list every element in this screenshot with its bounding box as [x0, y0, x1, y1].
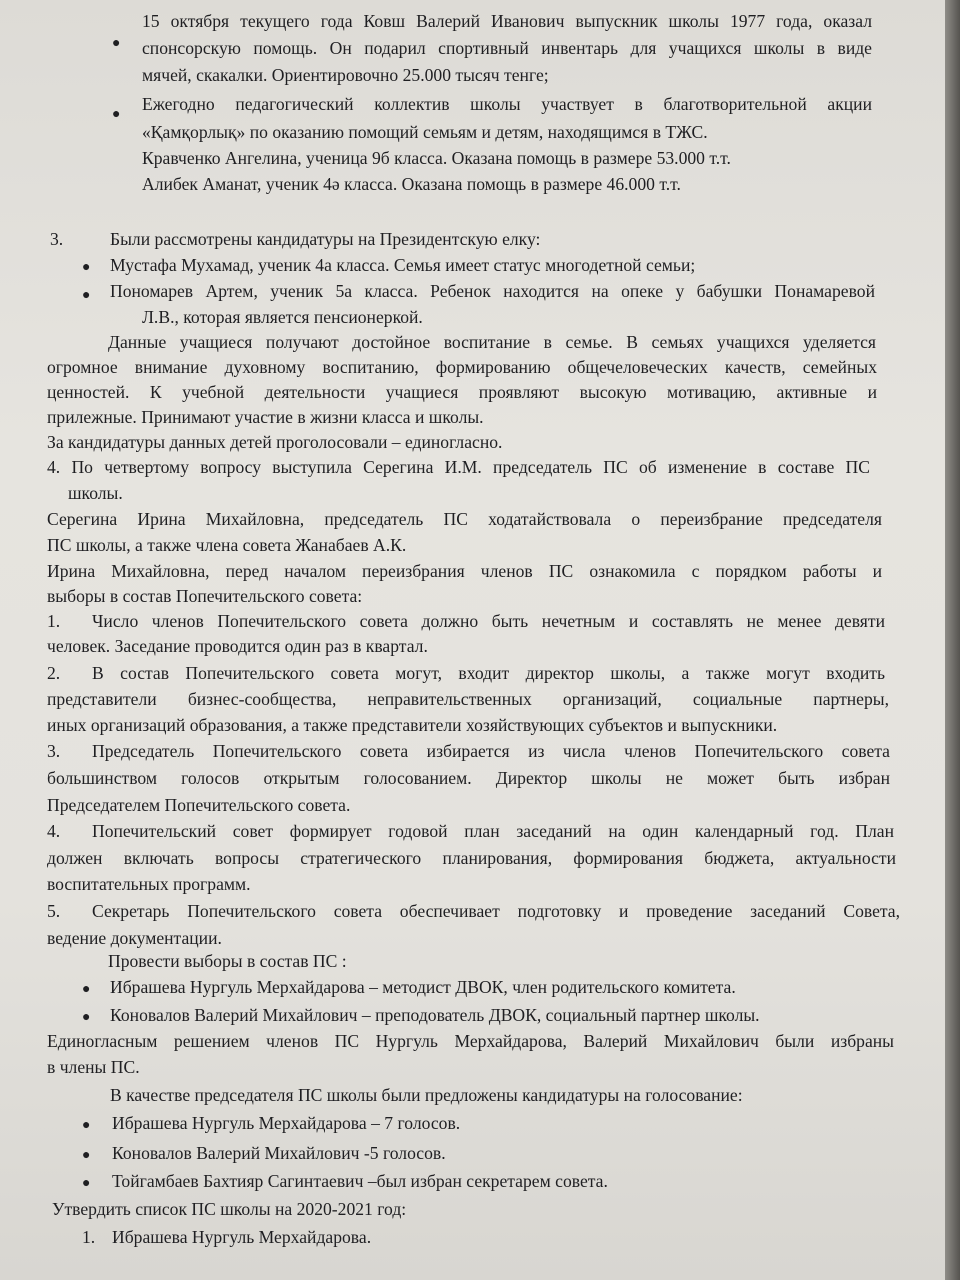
text-line: ценностей. К учебной деятельности учащиеся проявляют высокую мотивацию, активные и: [47, 382, 877, 402]
rule-number: 3.: [47, 741, 61, 761]
text-line: 15 октября текущего года Ковш Валерий Иванович выпускник школы 1977 года, оказал: [142, 11, 872, 31]
list-number: 1.: [82, 1227, 96, 1247]
text-line: Ежегодно педагогический коллектив школы участвует в благотворительной акции: [142, 94, 872, 114]
bullet-icon: ●: [82, 260, 91, 275]
rule-number: 4.: [47, 821, 61, 841]
rule-number: 5.: [47, 901, 61, 921]
text-line: иных организаций образования, а также представители хозяйствующих субъектов и выпускники.: [47, 715, 778, 735]
bullet-icon: ●: [82, 1176, 91, 1191]
text-line: Единогласным решением членов ПС Нургуль Мерхайдарова, Валерий Михайлович были избраны: [47, 1031, 894, 1051]
bullet-icon: ●: [82, 288, 91, 303]
item-number: 3.: [50, 229, 64, 249]
text-line: Мустафа Мухамад, ученик 4а класса. Семья имеет статус многодетной семьи;: [110, 255, 696, 275]
page-edge-shadow: [945, 0, 960, 1280]
text-line: Кравченко Ангелина, ученица 9б класса. Оказана помощь в размере 53.000 т.т.: [142, 148, 731, 168]
text-line: Ирина Михайловна, перед началом переизбрания членов ПС ознакомила с порядком работы и: [47, 561, 882, 581]
text-line: В состав Попечительского совета могут, входит директор школы, а также могут входить: [92, 663, 885, 683]
text-line: в члены ПС.: [47, 1057, 140, 1077]
text-line: Провести выборы в состав ПС :: [108, 951, 347, 971]
text-line: Л.В., которая является пенсионеркой.: [142, 307, 423, 327]
text-line: «Қамқорлық» по оказанию помощий семьям и детям, находящимся в ТЖС.: [142, 122, 708, 142]
text-line: Ибрашева Нургуль Мерхайдарова – 7 голосов.: [112, 1113, 461, 1133]
text-line: человек. Заседание проводится один раз в квартал.: [47, 636, 428, 656]
text-line: мячей, скакалки. Ориентировочно 25.000 тысяч тенге;: [142, 65, 549, 85]
text-line: спонсорскую помощь. Он подарил спортивный инвентарь для учащихся школы в виде: [142, 38, 872, 58]
text-line: огромное внимание духовному воспитанию, формированию общечеловеческих качеств, семейных: [47, 357, 877, 377]
text-line: За кандидатуры данных детей проголосовали – единогласно.: [47, 432, 503, 452]
text-line: В качестве председателя ПС школы были предложены кандидатуры на голосование:: [110, 1085, 743, 1105]
rule-number: 2.: [47, 663, 61, 683]
bullet-icon: ●: [82, 1010, 91, 1025]
rule-number: 1.: [47, 611, 61, 631]
text-line: Алибек Аманат, ученик 4ә класса. Оказана помощь в размере 46.000 т.т.: [142, 174, 681, 194]
text-line: Коновалов Валерий Михайлович -5 голосов.: [112, 1143, 446, 1163]
text-line: Пономарев Артем, ученик 5а класса. Ребенок находится на опеке у бабушки Понамаревой: [110, 281, 875, 301]
text-line: большинством голосов открытым голосованием. Директор школы не может быть избран: [47, 768, 890, 788]
text-line: школы.: [68, 483, 123, 503]
text-line: Председатель Попечительского совета избирается из числа членов Попечительского совета: [92, 741, 890, 761]
text-line: ПС школы, а также члена совета Жанабаев А.К.: [47, 535, 407, 555]
text-line: прилежные. Принимают участие в жизни класса и школы.: [47, 407, 484, 427]
text-line: воспитательных программ.: [47, 874, 251, 894]
text-line: Секретарь Попечительского совета обеспечивает подготовку и проведение заседаний Совета,: [92, 901, 900, 921]
text-line: выборы в состав Попечительского совета:: [47, 586, 363, 606]
text-line: Утвердить список ПС школы на 2020-2021 год:: [52, 1199, 407, 1219]
text-line: Попечительский совет формирует годовой план заседаний на один календарный год. План: [92, 821, 894, 841]
list-item: Ибрашева Нургуль Мерхайдарова.: [112, 1227, 372, 1247]
bullet-icon: ●: [82, 1148, 91, 1163]
text-line: Число членов Попечительского совета должно быть нечетным и составлять не менее девяти: [92, 611, 885, 631]
text-line: 4. По четвертому вопросу выступила Серегина И.М. председатель ПС об изменение в составе ПС: [47, 457, 870, 477]
text-line: Тойгамбаев Бахтияр Сагинтаевич –был избран секретарем совета.: [112, 1171, 608, 1191]
text-line: Коновалов Валерий Михайлович – преподователь ДВОК, социальный партнер школы.: [110, 1005, 760, 1025]
item-heading: Были рассмотрены кандидатуры на Президентскую елку:: [110, 229, 541, 249]
bullet-icon: ●: [82, 1118, 91, 1133]
text-line: Ибрашева Нургуль Мерхайдарова – методист ДВОК, член родительского комитета.: [110, 977, 736, 997]
text-line: Председателем Попечительского совета.: [47, 795, 351, 815]
bullet-icon: ●: [112, 36, 121, 51]
bullet-icon: ●: [112, 107, 121, 122]
text-line: ведение документации.: [47, 928, 222, 948]
text-line: Данные учащиеся получают достойное воспитание в семье. В семьях учащихся уделяется: [108, 332, 876, 352]
text-line: должен включать вопросы стратегического планирования, формирования бюджета, актуальности: [47, 848, 896, 868]
text-line: Серегина Ирина Михайловна, председатель ПС ходатайствовала о переизбрание председателя: [47, 509, 882, 529]
text-line: представители бизнес-сообщества, неправительственных организаций, социальные партнеры,: [47, 689, 889, 709]
bullet-icon: ●: [82, 982, 91, 997]
